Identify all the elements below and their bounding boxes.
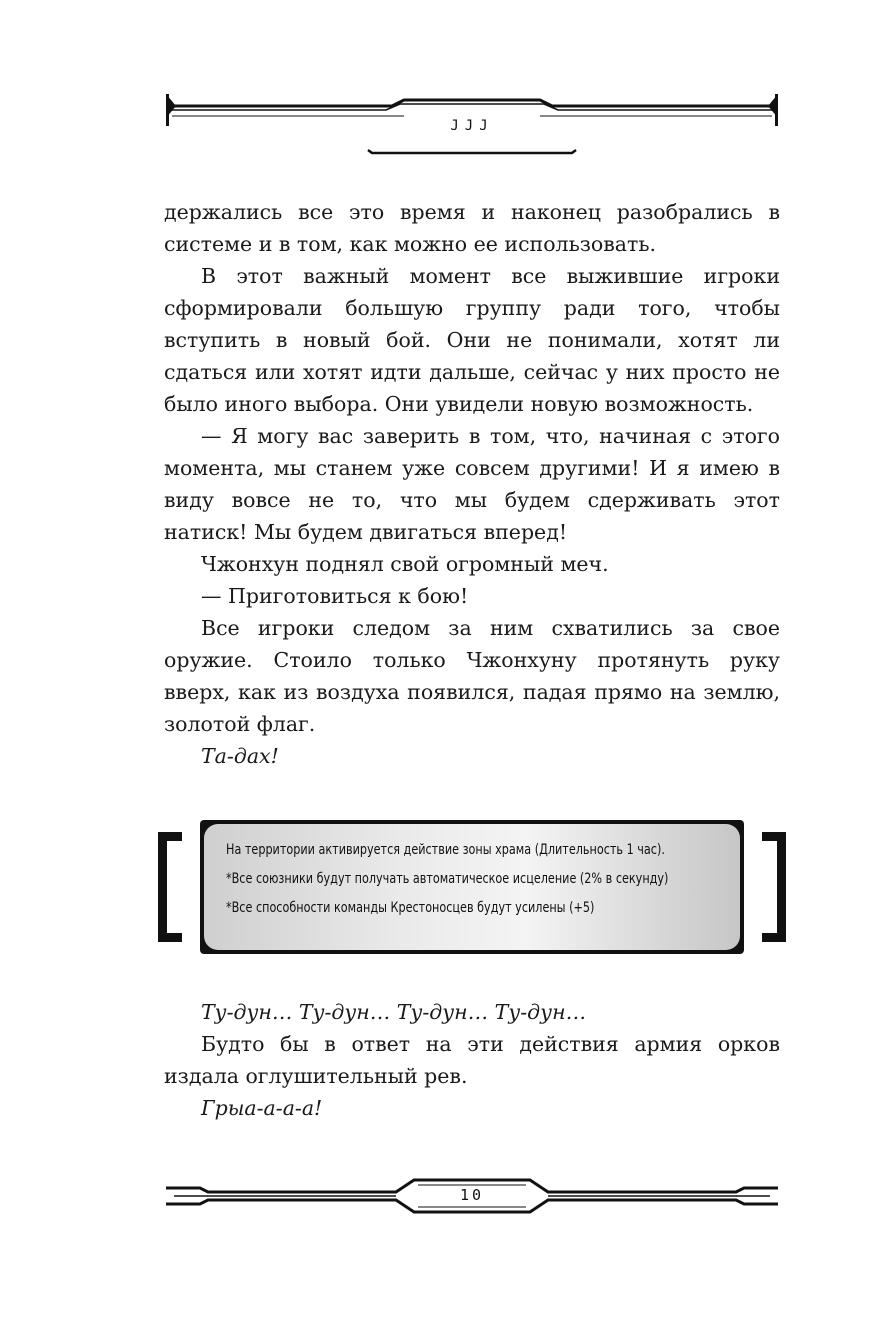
paragraph: — Приготовиться к бою! (201, 584, 469, 608)
page-number: 10 (459, 1186, 485, 1204)
paragraph: — Я могу вас заверить в том, что, начиная с этого момента, мы станем уже совсем другими! И я имею в виду вовсе не то, что мы будем сдерживать этот натиск! Мы будем двигаться вперед! (164, 424, 780, 544)
sound-effect: Грыа-а-а-а! (201, 1096, 323, 1120)
running-header-mark: JJJ (450, 118, 494, 134)
sound-effect: Та-дах! (201, 744, 279, 768)
paragraph: В этот важный момент все выжившие игроки сформировали большую группу ради того, чтобы вступить в новый бой. Они не понимали, хотят ли сдаться или хотят идти дальше, сейчас у них просто не было иного выбора. Они увидели новую возможность. (164, 264, 780, 416)
paragraph: Все игроки следом за ним схватились за свое оружие. Стоило только Чжонхуну протянуть руку вверх, как из воздуха появился, падая прямо на землю, золотой флаг. (164, 616, 780, 736)
paragraph: Чжонхун поднял свой огромный меч. (201, 552, 609, 576)
paragraph: держались все это время и наконец разобрались в системе и в том, как можно ее использовать. (164, 200, 780, 256)
right-bracket-ornament (762, 832, 786, 942)
sound-effect: Ту-дун… Ту-дун… Ту-дун… Ту-дун… (201, 1000, 587, 1024)
system-message-panel (200, 820, 744, 954)
system-message-line: *Все союзники будут получать автоматическое исцеление (2% в секунду) (226, 871, 669, 887)
body-text-top (164, 196, 780, 772)
system-message-line: *Все способности команды Крестоносцев будут усилены (+5) (226, 900, 595, 916)
left-bracket-ornament (158, 832, 182, 942)
paragraph: Будто бы в ответ на эти действия армия орков издала оглушительный рев. (164, 1032, 780, 1088)
system-message-line: На территории активируется действие зоны храма (Длительность 1 час). (226, 842, 665, 858)
body-text-bottom (164, 996, 780, 1124)
system-message-box (158, 820, 786, 954)
